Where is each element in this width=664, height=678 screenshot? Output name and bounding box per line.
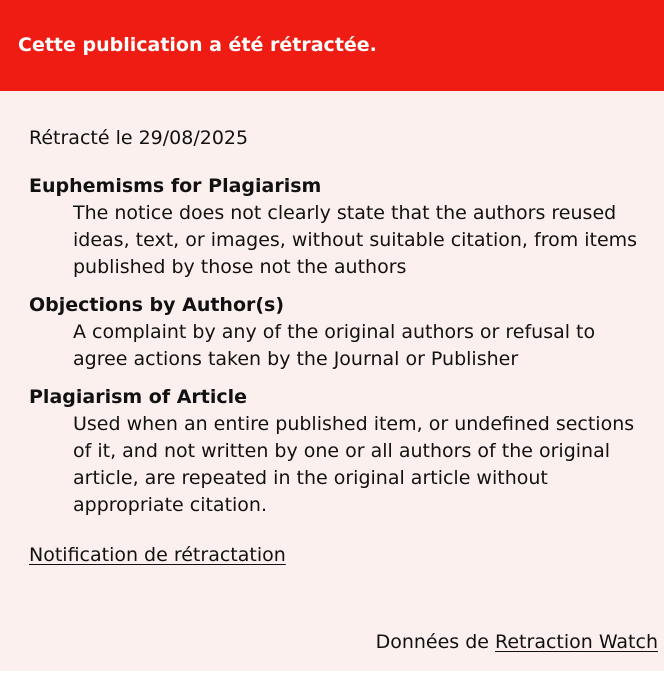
reason-title: Euphemisms for Plagiarism xyxy=(29,175,322,197)
reason-item xyxy=(29,173,664,281)
reason-description: The notice does not clearly state that the authors reused ideas, text, or images, without suitable citation, from items published by those not the authors xyxy=(73,202,638,278)
retraction-date-label: Rétracté le xyxy=(29,127,133,149)
data-source xyxy=(376,629,658,656)
reason-description: A complaint by any of the original authors or refusal to agree actions taken by the Journal or Publisher xyxy=(73,321,596,370)
retraction-banner xyxy=(0,0,664,91)
retraction-date: 29/08/2025 xyxy=(138,127,249,149)
reason-title: Plagiarism of Article xyxy=(29,386,248,408)
retraction-watch-link[interactable]: Retraction Watch xyxy=(495,631,658,653)
reason-description: Used when an entire published item, or undefined sections of it, and not written by one or all authors of the original article, are repeated in the original article without appropriate citation. xyxy=(73,413,635,516)
reason-title: Objections by Author(s) xyxy=(29,294,285,316)
reason-item xyxy=(29,384,664,519)
retraction-date-line xyxy=(29,125,664,152)
reason-item xyxy=(29,292,664,373)
banner-text: Cette publication a été rétractée. xyxy=(18,33,377,56)
retraction-notice-link[interactable]: Notification de rétractation xyxy=(29,544,286,566)
retraction-content xyxy=(0,91,664,569)
data-source-prefix: Données de xyxy=(375,631,489,653)
